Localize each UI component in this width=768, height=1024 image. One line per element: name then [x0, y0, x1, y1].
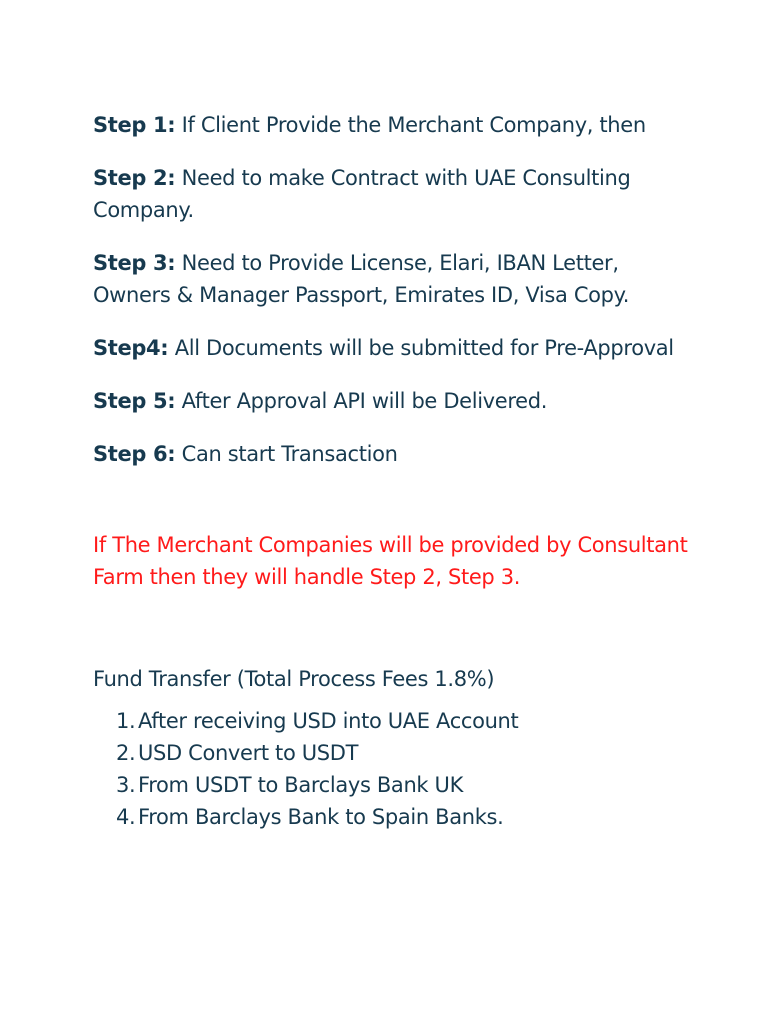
step-2-text: Need to make Contract with UAE Consulting Company.	[93, 166, 631, 222]
step-4-text: All Documents will be submitted for Pre-Approval	[174, 336, 674, 360]
step-1	[93, 109, 693, 141]
step-5-label: Step 5:	[93, 389, 176, 413]
fund-transfer-title: Fund Transfer (Total Process Fees 1.8%)	[93, 667, 495, 691]
step-2-label: Step 2:	[93, 166, 176, 190]
list-item	[116, 737, 693, 769]
step-3-label: Step 3:	[93, 251, 176, 275]
step-4-label: Step4:	[93, 336, 169, 360]
list-item-number: 3.	[116, 773, 136, 797]
step-2	[93, 162, 693, 226]
list-item	[116, 705, 693, 737]
list-item	[116, 769, 693, 801]
document-body	[93, 109, 693, 833]
step-5	[93, 385, 693, 417]
list-item-number: 1.	[116, 709, 136, 733]
step-6-label: Step 6:	[93, 442, 176, 466]
fund-transfer-list	[93, 705, 693, 833]
list-item	[116, 801, 693, 833]
consultant-note: If The Merchant Companies will be provided by Consultant Farm then they will handle Step 2, Step 3.	[93, 533, 688, 589]
step-5-text: After Approval API will be Delivered.	[181, 389, 548, 413]
list-item-number: 4.	[116, 805, 136, 829]
step-6-text: Can start Transaction	[181, 442, 398, 466]
list-item-text: USD Convert to USDT	[138, 741, 359, 765]
step-1-label: Step 1:	[93, 113, 176, 137]
step-4	[93, 332, 693, 364]
step-6	[93, 438, 693, 470]
list-item-text: After receiving USD into UAE Account	[138, 709, 519, 733]
step-3	[93, 247, 693, 311]
step-1-text: If Client Provide the Merchant Company, then	[181, 113, 646, 137]
list-item-text: From Barclays Bank to Spain Banks.	[138, 805, 504, 829]
list-item-number: 2.	[116, 741, 136, 765]
list-item-text: From USDT to Barclays Bank UK	[138, 773, 463, 797]
step-3-text: Need to Provide License, Elari, IBAN Letter, Owners & Manager Passport, Emirates ID, Visa Copy.	[93, 251, 630, 307]
